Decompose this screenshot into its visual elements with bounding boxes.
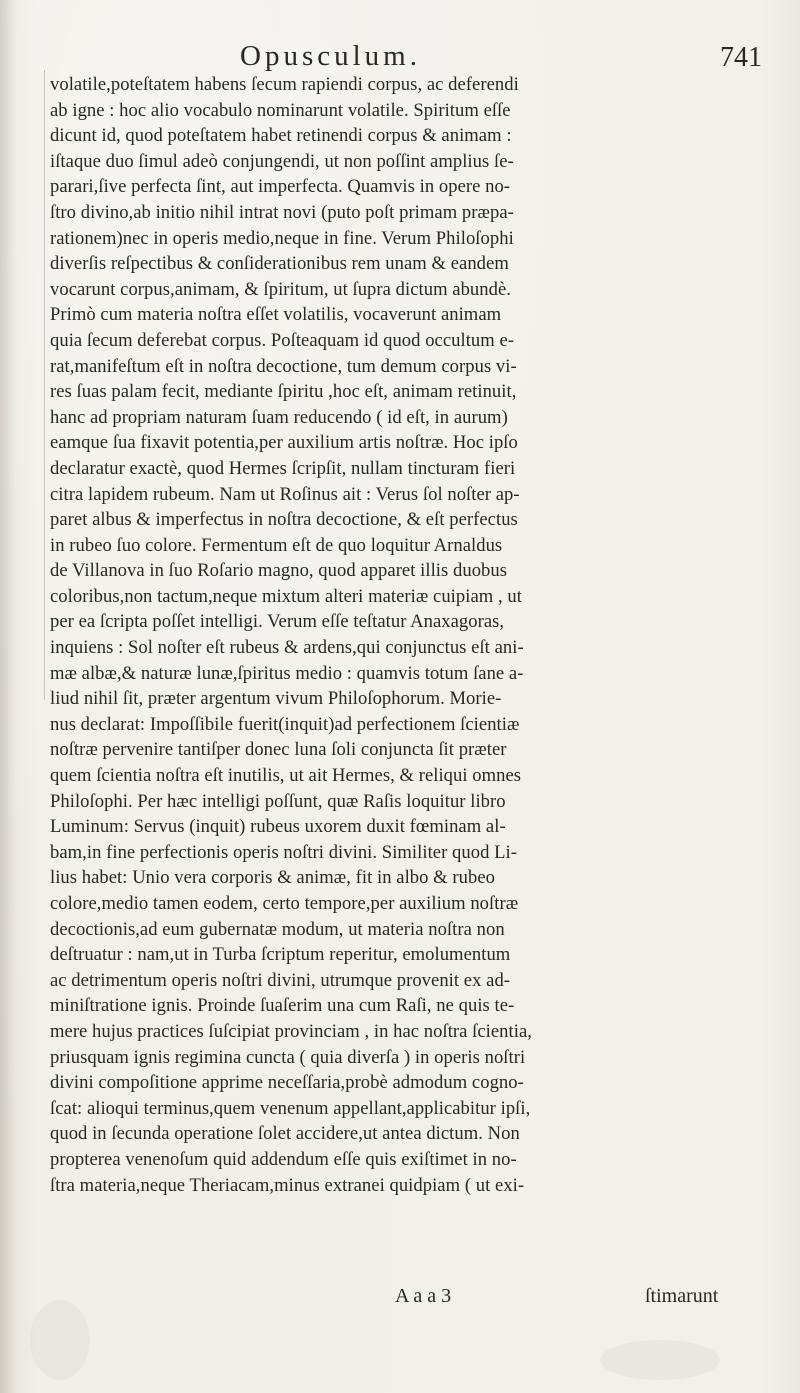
text-line: volatile,poteſtatem habens ſecum rapiendi corpus, ac deferendi bbox=[50, 74, 519, 95]
text-line: quod in ſecunda operatione ſolet accidere,ut antea dictum. Non bbox=[50, 1123, 520, 1145]
text-line: rationem)nec in operis medio,neque in fine. Verum Philoſophi bbox=[50, 227, 514, 249]
text-line: decoctionis,ad eum gubernatæ modum, ut materia noſtra non bbox=[50, 918, 505, 940]
text-line: propterea venenoſum quid addendum eſſe quis exiſtimet in no- bbox=[50, 1148, 517, 1170]
text-line: res ſuas palam fecit, mediante ſpiritu ,hoc eſt, animam retinuit, bbox=[50, 381, 517, 403]
text-line: paret albus & imperfectus in noſtra decoctione, & eſt perfectus bbox=[50, 509, 518, 531]
text-line: declaratur exactè, quod Hermes ſcripſit, nullam tincturam fieri bbox=[50, 457, 516, 479]
foxing-stain bbox=[600, 1340, 720, 1380]
foxing-stain bbox=[30, 1300, 90, 1380]
text-line: diverſis reſpectibus & conſiderationibus rem unam & eandem bbox=[50, 253, 509, 275]
text-line: ſcat: alioqui terminus,quem venenum appellant,applicabitur ipſi, bbox=[50, 1097, 531, 1119]
text-line: de Villanova in ſuo Roſario magno, quod apparet illis duobus bbox=[50, 560, 508, 582]
text-line: priusquam ignis regimina cuncta ( quia diverſa ) in operis noſtri bbox=[50, 1046, 526, 1068]
text-line: miniſtratione ignis. Proinde ſuaſerim una cum Raſi, ne quis te- bbox=[50, 995, 515, 1017]
text-line: divini compoſitione apprime neceſſaria,probè admodum cogno- bbox=[50, 1072, 524, 1094]
text-line: lius habet: Unio vera corporis & animæ, fit in albo & rubeo bbox=[50, 867, 495, 889]
text-line: quia ſecum deferebat corpus. Poſteaquam id quod occultum e- bbox=[50, 329, 515, 351]
text-line: citra lapidem rubeum. Nam ut Roſinus ait : Verus ſol noſter ap- bbox=[50, 483, 520, 505]
text-line: parari,ſive perfecta ſint, aut imperfecta. Quamvis in opere no- bbox=[50, 176, 511, 198]
margin-rule bbox=[44, 70, 45, 700]
text-line: ſtro divino,ab initio nihil intrat novi (puto poſt primam præpa- bbox=[50, 201, 514, 223]
running-title: Opusculum. bbox=[240, 40, 421, 72]
text-line: rat,manifeſtum eſt in noſtra decoctione, tum demum corpus vi- bbox=[50, 355, 517, 377]
catchword: ſtimarunt bbox=[645, 1285, 719, 1307]
text-line: per ea ſcripta poſſet intelligi. Verum eſſe teſtatur Anaxagoras, bbox=[50, 611, 505, 633]
text-line: Luminum: Servus (inquit) rubeus uxorem duxit fœminam al- bbox=[50, 816, 506, 838]
text-line: in rubeo ſuo colore. Fermentum eſt de quo loquitur Arnaldus bbox=[50, 534, 503, 556]
text-line: noſtræ pervenire tantiſper donec luna ſoli conjuncta ſit præter bbox=[50, 739, 507, 761]
text-line: coloribus,non tactum,neque mixtum alteri materiæ cuipiam , ut bbox=[50, 585, 522, 607]
page-number: 741 bbox=[720, 42, 762, 73]
text-line: inquiens : Sol noſter eſt rubeus & ardens,qui conjunctus eſt ani- bbox=[50, 637, 524, 659]
text-line: hanc ad propriam naturam ſuam reducendo ( id eſt, in aurum) bbox=[50, 406, 508, 428]
text-line: liud nihil ſit, præter argentum vivum Philoſophorum. Morie- bbox=[50, 688, 502, 710]
text-line: colore,medio tamen eodem, certo tempore,per auxilium noſtræ bbox=[50, 893, 519, 914]
text-line: ſtra materia,neque Theriacam,minus extranei quidpiam ( ut exi- bbox=[50, 1174, 525, 1196]
gutter-shadow bbox=[0, 0, 16, 1393]
text-line: dicunt id, quod poteſtatem habet retinendi corpus & animam : bbox=[50, 125, 512, 147]
text-line: Primò cum materia noſtra eſſet volatilis, vocaverunt animam bbox=[50, 304, 502, 326]
text-line: bam,in fine perfectionis operis noſtri divini. Similiter quod Li- bbox=[50, 841, 517, 863]
text-line: Philoſophi. Per hæc intelligi poſſunt, quæ Raſis loquitur libro bbox=[50, 790, 506, 812]
text-line: quem ſcientia noſtra eſt inutilis, ut ait Hermes, & reliqui omnes bbox=[50, 765, 522, 787]
text-line: nus declarat: Impoſſibile fuerit(inquit)ad perfectionem ſcientiæ bbox=[50, 713, 520, 735]
text-line: deſtruatur : nam,ut in Turba ſcriptum reperitur, emolumentum bbox=[50, 944, 511, 966]
text-line: mere hujus practices ſuſcipiat provinciam , in hac noſtra ſcientia, bbox=[50, 1020, 532, 1042]
text-line: ac detrimentum operis noſtri divini, utrumque provenit ex ad- bbox=[50, 969, 511, 991]
body-text bbox=[50, 72, 750, 1198]
text-line: mæ albæ,& naturæ lunæ,ſpiritus medio : quamvis totum ſane a- bbox=[50, 662, 524, 684]
text-line: eamque ſua fixavit potentia,per auxilium artis noſtræ. Hoc ipſo bbox=[50, 432, 518, 454]
text-line: ab igne : hoc alio vocabulo nominarunt volatile. Spiritum eſſe bbox=[50, 99, 511, 121]
text-line: iſtaque duo ſimul adeò conjungendi, ut non poſſint amplius ſe- bbox=[50, 150, 514, 172]
signature-mark: A a a 3 bbox=[395, 1285, 452, 1307]
text-line: vocarunt corpus,animam, & ſpiritum, ut ſupra dictum abundè. bbox=[50, 278, 511, 300]
